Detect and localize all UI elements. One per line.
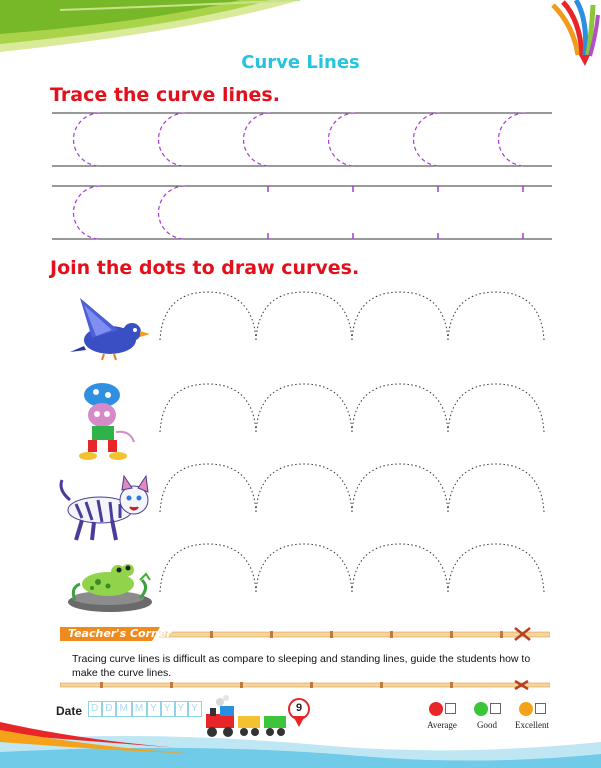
dotted-arch [160, 464, 256, 512]
rating-checkbox[interactable] [490, 703, 501, 714]
dotted-arch [256, 544, 352, 592]
teacher-corner-label: Teacher's Corner [68, 627, 172, 640]
dotted-arch [160, 292, 256, 340]
trace-curve [329, 113, 356, 166]
trace-row-2 [52, 186, 552, 239]
trace-curve [74, 113, 100, 166]
dotted-arch [256, 292, 352, 340]
cat-illustration [61, 476, 148, 540]
frog-illustration [68, 564, 152, 612]
rating-label: Excellent [515, 720, 549, 730]
dotted-arch [352, 292, 448, 340]
trace-curve [499, 113, 525, 166]
date-input-boxes[interactable] [88, 701, 202, 717]
date-box[interactable]: Y [188, 701, 202, 717]
date-label: Date [56, 704, 83, 718]
date-box[interactable]: D [102, 701, 116, 717]
dots-section-heading: Join the dots to draw curves. [50, 257, 360, 279]
date-box[interactable]: Y [147, 701, 161, 717]
dotted-arch [160, 544, 256, 592]
page-title: Curve Lines [241, 52, 360, 73]
rating-average[interactable] [420, 700, 464, 730]
trace-curve [244, 113, 270, 166]
date-box[interactable]: D [88, 701, 102, 717]
dotted-arch [448, 544, 544, 592]
date-box[interactable]: M [116, 701, 131, 717]
join-dots-exercise [0, 280, 601, 620]
mouse-illustration [79, 383, 134, 460]
dotted-arch [448, 384, 544, 432]
date-box[interactable]: Y [175, 701, 189, 717]
dotted-arches [160, 292, 544, 592]
date-box[interactable]: Y [161, 701, 175, 717]
bird-illustration [70, 298, 150, 360]
dotted-arch [256, 464, 352, 512]
trace-curve [414, 113, 441, 166]
dotted-arch [448, 292, 544, 340]
trace-curve [159, 113, 185, 166]
rating-checkbox[interactable] [535, 703, 546, 714]
sad-face-icon [429, 702, 443, 716]
trace-curve-exercise [0, 100, 601, 250]
smile-face-icon [474, 702, 488, 716]
dotted-arch [160, 384, 256, 432]
teacher-corner-note: Tracing curve lines is difficult as compare to sleeping and standing lines, guide the students how to make the curve lines. [72, 653, 531, 679]
date-box[interactable]: M [132, 701, 147, 717]
page-number: 9 [295, 702, 303, 714]
dotted-arch [352, 384, 448, 432]
rating-good[interactable] [465, 700, 509, 730]
toy-train-illustration [198, 694, 298, 740]
dotted-arch [256, 384, 352, 432]
top-swoosh-decoration [0, 0, 601, 60]
dotted-arch [352, 464, 448, 512]
teacher-corner-rule [60, 680, 550, 690]
rating-label: Average [427, 720, 457, 730]
dotted-arch [352, 544, 448, 592]
rating-checkbox[interactable] [445, 703, 456, 714]
trace-row-1 [52, 113, 552, 166]
trace-curve [159, 186, 185, 239]
happy-face-icon [519, 702, 533, 716]
dotted-arch [448, 464, 544, 512]
rating-excellent[interactable] [510, 700, 554, 730]
rating-label: Good [477, 720, 497, 730]
trace-section-heading: Trace the curve lines. [50, 84, 280, 106]
trace-curve [74, 186, 100, 239]
